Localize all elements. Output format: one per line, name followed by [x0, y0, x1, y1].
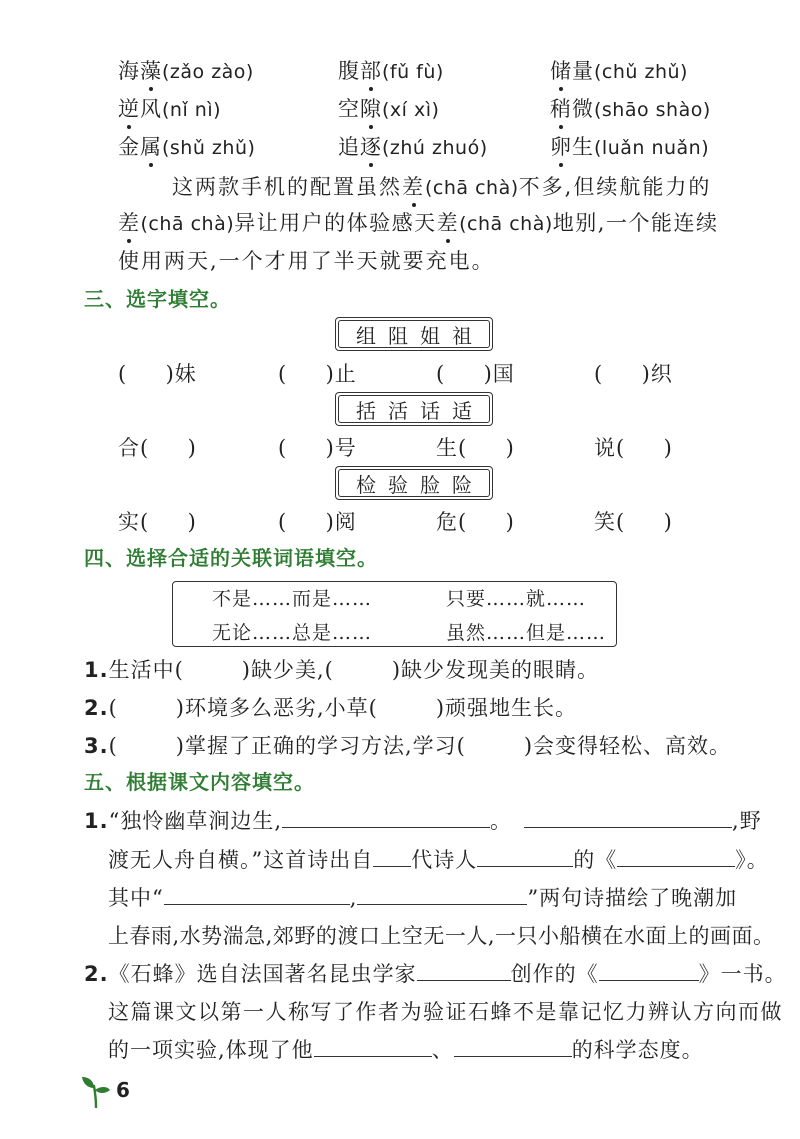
answer-blank[interactable] [599, 959, 699, 981]
pinyin-item [118, 132, 255, 163]
question-5-2-line-3 [108, 1035, 704, 1065]
pinyin-item [550, 94, 711, 125]
fill-item[interactable]: 危( ) [436, 510, 515, 534]
choice-char: 适 [452, 398, 472, 423]
fill-item[interactable]: 实( ) [118, 510, 197, 534]
question-text: 《石蜂》选自法国著名昆虫学家 [108, 962, 417, 986]
pinyin-options: (xí xì) [382, 99, 440, 121]
pinyin-item [550, 56, 688, 87]
pinyin-options: (luǎn nuǎn) [594, 137, 710, 159]
conjunction-option: 只要……就…… [446, 588, 587, 610]
question-text: 的一项实验,体现了他 [108, 1038, 314, 1062]
choice-char: 话 [420, 398, 440, 423]
choice-char: 脸 [420, 472, 440, 497]
question-5-1-line-1 [84, 806, 762, 836]
pinyin-options: (zhú zhuó) [382, 137, 488, 159]
question-number: 2. [84, 962, 109, 986]
pinyin-item [338, 132, 488, 163]
question-4-1[interactable] [84, 655, 599, 685]
answer-blank[interactable] [373, 845, 411, 867]
pinyin-item [118, 94, 221, 125]
word-char: 金 [118, 135, 140, 159]
pinyin-item [550, 132, 709, 163]
conjunction-option: 无论……总是…… [212, 622, 373, 644]
word-char-dotted: 藻 [140, 56, 162, 86]
pinyin-options: (fǔ fù) [382, 61, 444, 83]
fill-item[interactable]: ( )织 [594, 362, 673, 386]
question-text: )环境多么恶劣,小草( [175, 696, 378, 720]
pinyin-options: (chā chà) [459, 213, 553, 235]
question-text: )掌握了正确的学习方法,学习( [175, 734, 466, 758]
word-char-dotted: 部 [360, 56, 382, 86]
question-number: 2. [84, 696, 109, 720]
question-text: 渡无人舟自横。”这首诗出自 [108, 848, 374, 872]
question-5-1-line-2 [108, 845, 769, 875]
question-text: 的科学态度。 [571, 1038, 704, 1062]
question-text: 》一书。 [698, 962, 787, 986]
question-number: 1. [84, 658, 109, 682]
fill-item[interactable]: ( )妹 [118, 362, 197, 386]
question-text: )顽强地生长。 [435, 696, 578, 720]
fill-item[interactable]: ( )阅 [278, 510, 357, 534]
word-char: 微 [572, 97, 594, 121]
passage-dotted-char: 差 [118, 208, 141, 238]
question-text: )会变得轻松、高效。 [523, 734, 732, 758]
pinyin-options: (shǔ zhǔ) [162, 137, 256, 159]
pinyin-options: (zǎo zào) [162, 61, 254, 83]
fill-item[interactable]: 说( ) [594, 436, 673, 460]
question-text: 、 [431, 1038, 454, 1062]
word-char: 空 [338, 97, 360, 121]
pinyin-options: (chǔ zhǔ) [594, 61, 688, 83]
word-char-dotted: 稍 [550, 94, 572, 124]
pinyin-options: (chā chà) [425, 177, 519, 199]
word-char-dotted: 隙 [360, 94, 382, 124]
question-5-2-line-1 [84, 959, 787, 989]
question-5-1-line-3 [108, 883, 737, 913]
pinyin-options: (nǐ nì) [162, 99, 222, 121]
question-text: ”两句诗描绘了晚潮加 [527, 886, 738, 910]
word-char: 追 [338, 135, 360, 159]
char-choice-box [335, 392, 493, 426]
question-text: , [349, 886, 358, 910]
pinyin-options: (shāo shào) [594, 99, 711, 121]
fill-item[interactable]: 笑( ) [594, 510, 673, 534]
passage-text: 地别,一个能连续 [552, 211, 719, 235]
answer-blank[interactable] [417, 959, 511, 981]
choice-char: 检 [356, 472, 376, 497]
question-text: 的《 [573, 848, 618, 872]
conjunction-option: 不是……而是…… [212, 588, 373, 610]
answer-blank[interactable] [617, 845, 735, 867]
choice-char: 括 [356, 398, 376, 423]
choice-char: 活 [388, 398, 408, 423]
question-number: 1. [84, 809, 109, 833]
passage-text: 异让用户的体验感天 [234, 211, 437, 235]
section-5-title: 五、根据课文内容填空。 [84, 770, 315, 794]
passage-dotted-char: 差 [437, 208, 460, 238]
question-text: 》。 [735, 848, 769, 872]
fill-item[interactable]: ( )号 [278, 436, 357, 460]
passage-line-2 [118, 208, 718, 239]
pinyin-item [118, 56, 254, 87]
passage-text: 这两款手机的配置虽然 [172, 175, 402, 199]
question-4-2[interactable] [84, 693, 577, 723]
conjunction-option: 虽然……但是…… [446, 622, 607, 644]
choice-char: 阻 [388, 323, 408, 348]
answer-blank[interactable] [524, 806, 732, 828]
passage-line-1 [172, 172, 711, 203]
word-char-dotted: 逐 [360, 132, 382, 162]
choice-char: 组 [356, 323, 376, 348]
answer-blank[interactable] [477, 845, 573, 867]
answer-blank[interactable] [357, 883, 527, 905]
question-text: “独怜幽草涧边生, [108, 809, 283, 833]
pinyin-item [338, 94, 439, 125]
choice-char: 祖 [452, 323, 472, 348]
question-text: )缺少美,( [241, 658, 334, 682]
question-number: 3. [84, 734, 109, 758]
choice-char: 姐 [420, 323, 440, 348]
answer-blank[interactable] [282, 806, 490, 828]
choice-char: 险 [452, 472, 472, 497]
passage-text: 不多,但续航能力的 [518, 175, 712, 199]
word-char: 生 [572, 135, 594, 159]
question-text: 。 [490, 809, 513, 833]
char-choice-box [335, 466, 493, 500]
fill-item[interactable]: ( )止 [278, 362, 357, 386]
fill-item[interactable]: ( )国 [436, 362, 515, 386]
passage-dotted-char: 差 [402, 172, 425, 202]
choice-char: 验 [388, 472, 408, 497]
sprout-icon [80, 1074, 112, 1112]
word-char: 腹 [338, 59, 360, 83]
word-char: 量 [572, 59, 594, 83]
question-text: ( [108, 696, 118, 720]
question-5-1-line-4: 上春雨,水势湍急,郊野的渡口上空无一人,一只小船横在水面上的画面。 [108, 924, 775, 948]
answer-blank[interactable] [164, 883, 350, 905]
question-text: 其中“ [108, 886, 164, 910]
question-text: ,野 [732, 809, 762, 833]
section-3-title: 三、选字填空。 [84, 287, 231, 311]
fill-item[interactable]: 合( ) [118, 436, 197, 460]
word-char-dotted: 属 [140, 132, 162, 162]
page-number: 6 [116, 1078, 130, 1102]
section-4-title: 四、选择合适的关联词语填空。 [84, 546, 378, 570]
char-choice-box [335, 317, 493, 351]
word-char-dotted: 储 [550, 56, 572, 86]
word-char: 海 [118, 59, 140, 83]
word-char-dotted: 卵 [550, 132, 572, 162]
question-text: 代诗人 [411, 848, 478, 872]
question-text: 创作的《 [510, 962, 599, 986]
answer-blank[interactable] [314, 1035, 432, 1057]
question-text: )缺少发现美的眼睛。 [391, 658, 600, 682]
answer-blank[interactable] [454, 1035, 572, 1057]
passage-line-3: 使用两天,一个才用了半天就要充电。 [118, 249, 495, 273]
question-text: 生活中( [108, 658, 184, 682]
pinyin-options: (chā chà) [140, 213, 235, 235]
question-5-2-line-2: 这篇课文以第一人称写了作者为验证石蜂不是靠记忆力辨认方向而做 [108, 1000, 783, 1024]
pinyin-item [338, 56, 444, 87]
question-text: ( [108, 734, 118, 758]
word-char-dotted: 逆 [118, 94, 140, 124]
fill-item[interactable]: 生( ) [436, 436, 515, 460]
question-4-3[interactable] [84, 731, 731, 761]
word-char: 风 [140, 97, 162, 121]
